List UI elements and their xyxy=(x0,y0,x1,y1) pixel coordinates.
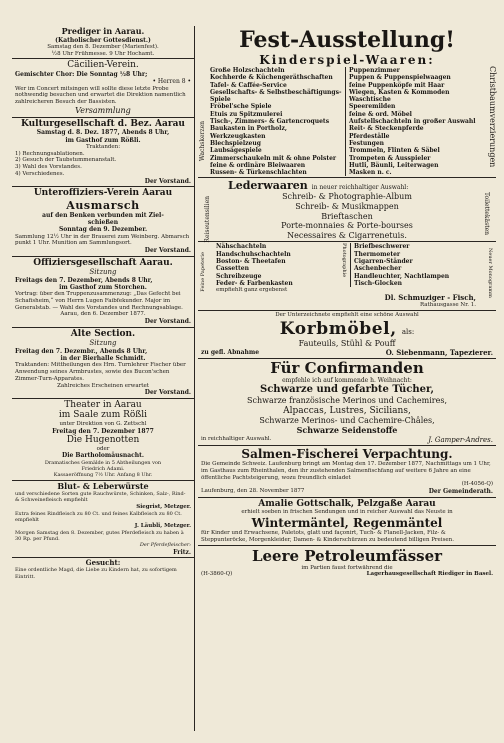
fest-list-item: Kochherde & Küchengeräthschaften xyxy=(210,74,333,82)
fest-list-item: Große Holzschachteln xyxy=(210,67,285,74)
amalie-big: Wintermäntel, Regenmäntel xyxy=(251,515,443,530)
naeh-list-item: Briefbeschwerer xyxy=(354,243,410,251)
korb-tail: zu gefl. Abnahme xyxy=(201,348,260,356)
amalie-line1: erhielt soeben in frischen Sendungen und in reicher Auswahl das Neuste in xyxy=(241,509,453,516)
fest-list-item: Etuis zu Spitzmulerei xyxy=(210,110,283,118)
alte-title: Alte Section. xyxy=(70,328,136,339)
blut-sub: Der Pferdefleischer: xyxy=(139,542,191,549)
offiziere-dateline: Aarau, den 6. Dezember 1877. xyxy=(60,311,146,318)
kultur-date: Samstag d. 8. Dez. 1877, Abends 8 Uhr, xyxy=(36,129,170,137)
petrol-title: Leere Petroleumfässer xyxy=(251,546,443,565)
theater-line4: Kassaeröffnung 7½ Uhr. Anfang 8 Uhr. xyxy=(53,472,153,479)
confirm-line4: Alpaccas, Lustres, Sicilians, xyxy=(283,405,411,416)
alte-sub: Zahlreiches Erscheinen erwartet xyxy=(57,382,149,389)
salmen-dateline: Laufenburg, den 28. November 1877 xyxy=(201,488,305,495)
blut-title: Blut- & Leberwürste xyxy=(57,480,149,491)
ad-korbmoebel xyxy=(198,311,496,359)
fest-lists xyxy=(210,67,484,176)
alte-body: Traktanden: Mittheilungen des Hrn. Turnlehrer Fischer über Anwendung seines Armbrustes, sowie des Bucon'schen Zimmer-Turn-Apparates. xyxy=(15,362,186,382)
kultur-place: im Gasthof zum Rößli. xyxy=(65,136,141,144)
offiziere-title: Offiziersgesellschaft Aarau. xyxy=(33,257,173,268)
fest-list-item: Zimmerschaukeln mit & ohne Polster xyxy=(210,154,337,162)
naeh-list-item: Boston- & Theetafen xyxy=(216,258,286,266)
ad-theater xyxy=(12,399,194,481)
naeh-firm: Dl. Schmuziger - Fisch, xyxy=(384,293,476,302)
fest-list-item: Trompeten & Ausspieler xyxy=(349,154,431,162)
theater-oder: oder xyxy=(96,445,110,452)
caecilien-line2: • Herren 8 • xyxy=(152,78,191,86)
confirm-line5: Schwarze Merinos- und Cachemire-Châles, xyxy=(259,416,435,426)
salmen-title: Salmen-Fischerei Verpachtung. xyxy=(241,447,453,462)
ad-confirmanden xyxy=(198,359,496,446)
fest-left-list xyxy=(210,67,345,176)
fest-list-item: Russen- & Türkenschlachten xyxy=(210,169,307,177)
theater-play2: Die Bartholomäusnacht. xyxy=(61,452,145,460)
fest-list-item: Masken n. c. xyxy=(349,169,392,177)
korb-als: als: xyxy=(401,328,415,336)
prediger-line2: ½8 Uhr Frühmesse. 9 Uhr Hochamt. xyxy=(51,50,155,57)
petrol-line1: im Partien faust fortwährend die xyxy=(301,564,393,571)
caecilien-title: Cäcilien-Verein. xyxy=(67,60,139,71)
offiziere-body: Vortrag: über den Truppenzusammenzug: „Das Gefecht bei Schafisheim,“ von Herrn Lugen Faibfekunder. Major im Generalstab. — Wahl des Vorstandes und Rechnungsablage. xyxy=(15,291,183,311)
caecilien-body: Wer im Concert mitsingen will sollte diese letzte Probe nothwendig besuchen und erwartet die Direktion namentlich zahlreicheren Besuch der Bassisten. xyxy=(15,85,186,106)
naeh-list-item: Nähschachteln xyxy=(216,243,267,251)
left-column xyxy=(12,26,195,731)
naeh-list-item: Aschenbecher xyxy=(354,265,402,273)
fest-list-item: feine & ord. Möbel xyxy=(349,110,412,118)
petrol-code: (H-3860-Q) xyxy=(201,571,233,578)
korb-big: Korbmöbel, xyxy=(279,319,397,339)
leder-heading xyxy=(228,179,466,192)
prediger-title: Prediger in Aarau. xyxy=(61,26,145,36)
fest-list-item: Laubsägespiele xyxy=(210,147,262,155)
kultur-item: 1) Rechnungsablationen. xyxy=(15,150,85,157)
fest-list-item: Puppen & Puppenspielwaagen xyxy=(349,74,451,82)
unteroffiziere-sign: Der Vorstand. xyxy=(144,247,191,255)
naeh-addr: Rathausgasse Nr. 1. xyxy=(420,302,476,309)
theater-line1: unter Direktion von G. Zettschl xyxy=(59,420,147,427)
blut-body2: Extra feines Rindfleisch zu 80 Ct. und feines Kalbfleisch zu 80 Ct. empfiehlt xyxy=(15,510,182,523)
korb-intro: Der Unterzeichnete empfiehlt eine schöne Auswahl xyxy=(275,312,419,319)
amalie-title: Amalie Gottschalk, Pelzgaße Aarau xyxy=(258,498,436,509)
confirm-line6: Schwarze Seidenstoffe xyxy=(296,425,398,436)
naeh-right-list xyxy=(350,243,476,287)
fest-list-item: Wiegen, Kasten & Kommoden xyxy=(349,88,450,96)
fest-right-list xyxy=(345,67,484,176)
theater-date: Freitag den 7. Dezember 1877 xyxy=(52,427,154,435)
naeh-list-item: Cassetten xyxy=(216,265,249,273)
fest-list-item: Tafel- & Caffée-Service xyxy=(210,81,287,89)
ad-caecilien xyxy=(12,59,194,117)
naeh-lists xyxy=(216,243,476,287)
side-label-wachskerzen: Wachskerzen xyxy=(199,121,206,162)
salmen-body: Die Gemeinde Schweiz. Laufenburg bringt am Montag den 17. Dezember 1877, Nachmittags um 1 Uhr, im Gasthaus zum Rheinthalen, den ihr zustehenden Salmenfischfang auf weitere 6 Jahre an eine öffentliche Pachtsteigerung, wozu freundlich einladet xyxy=(201,461,491,481)
leder-list-item: Schreib- & Musikmappen xyxy=(295,202,399,212)
theater-line3: Friedrich Adami. xyxy=(81,465,125,472)
naeh-left-list xyxy=(216,243,338,287)
fest-list-item: Gesellschafts- & Selbstbeschäftigungs- xyxy=(210,88,342,96)
fest-sub: Kinderspiel-Waaren: xyxy=(259,53,435,67)
naeh-list-item: Handleuchter, Nachtlampen xyxy=(354,272,450,280)
side-label-toilette: Toilettekästen xyxy=(483,192,490,236)
fest-list-item: Tisch-, Zimmers- & Gartencroquets xyxy=(210,118,330,126)
side-label-photographie: Photographie xyxy=(341,243,347,278)
fest-list-item: Speeremilden xyxy=(349,103,396,111)
ad-amalie-gottschalk xyxy=(198,498,496,546)
fest-list-item: Hutli, Bäunli, Leiterwagen xyxy=(349,161,439,169)
blut-body3: Morgen Samstag den 8. Dezember, gutes Pferdefleisch zu haben à 30 Rp. per Pfund. xyxy=(15,529,184,543)
fest-list-item: Festungen xyxy=(349,139,384,147)
fest-list-item: Puppenzimmer xyxy=(349,67,400,74)
fest-list-item: feine Puppenköpfe mit Haar xyxy=(349,81,445,89)
confirm-sign: J. Gamper-Andres. xyxy=(428,435,493,444)
fest-list-item: Aufstellschachteln in großer Auswahl xyxy=(349,118,476,126)
alte-place: in der Bierhalle Schmidt. xyxy=(60,354,146,362)
offiziere-sign: Der Vorstand. xyxy=(144,318,191,326)
alte-date: Freitag den 7. Dezembr., Abends 8 Uhr, xyxy=(15,347,148,355)
confirm-title: Für Confirmanden xyxy=(270,359,424,377)
kultur-title: Kulturgesellschaft d. Bez. Aarau xyxy=(21,118,185,129)
unteroffiziere-date: Sonntag den 9. Dezember. xyxy=(58,226,148,234)
ad-fest-ausstellung xyxy=(198,26,496,178)
ad-prediger xyxy=(12,26,194,59)
unteroffiziere-line1: auf den Benken verbunden mit Ziel- xyxy=(42,211,164,219)
unteroffiziere-title: Unteroffiziers-Verein Aarau xyxy=(33,188,173,199)
fest-list-item: Pferdeställe xyxy=(349,132,390,140)
leder-list xyxy=(228,192,466,240)
fest-list-item: Blechspielzeug xyxy=(210,139,261,147)
alte-sign: Der Vorstand. xyxy=(144,389,191,397)
blut-name2: J. Läubli, Metzger. xyxy=(134,523,191,530)
leder-title: Lederwaaren xyxy=(228,179,308,193)
ad-offiziersgesellschaft xyxy=(12,257,194,328)
leder-list-item: Necessaires & Cigarrenetuis. xyxy=(287,230,407,240)
blut-name3: Fritz. xyxy=(173,548,191,556)
petrol-sign: Lagerhausgesellschaft Riediger in Basel. xyxy=(366,571,493,578)
ad-metzger xyxy=(12,481,194,559)
prediger-sub: (Katholischer Gottesdienst.) xyxy=(55,36,151,44)
newspaper-page xyxy=(12,26,496,731)
confirm-line2: Schwarze und gefarbte Tücher, xyxy=(259,384,435,396)
korb-sub: Fauteuils, Stühl & Pouff xyxy=(298,339,396,348)
ad-kulturgesellschaft xyxy=(12,118,194,187)
alte-sitzung: Sitzung xyxy=(89,339,117,348)
naeh-list-item: Feder- & Farbenkasten xyxy=(216,279,293,287)
side-label-monogramm: Neuer Monogramm xyxy=(487,248,493,299)
fest-list-item: feine & ordinäre Bleiwaaren xyxy=(210,161,306,169)
naeh-list-item: Thermometer xyxy=(354,250,401,258)
confirm-line7: in reichhaltiger Auswahl. xyxy=(201,435,272,442)
ad-petroleumfaesser xyxy=(198,546,496,580)
offiziere-place: im Gasthof zum Storchen. xyxy=(59,283,147,291)
ad-gesucht xyxy=(12,558,194,581)
fest-list-item: Reit- & Steckenpferde xyxy=(349,125,424,133)
blut-name: Siegrist, Metzger. xyxy=(136,503,191,510)
salmen-code: (H-4056-Q) xyxy=(461,481,493,488)
blut-body: und verschiedene Sorten gute Rauchwürste, Schinken, Salz-, Rind- & Schweinefleisch empfiehlt xyxy=(15,491,186,504)
kultur-sign: Der Vorstand. xyxy=(144,177,191,185)
offiziere-date: Freitags den 7. Dezember, Abends 8 Uhr, xyxy=(15,276,153,284)
naeh-list-item: Tisch-Glocken xyxy=(354,279,403,287)
unteroffiziere-big: Ausmarsch xyxy=(66,198,140,212)
confirm-line1: empfehle ich auf kommende h. Weihnacht: xyxy=(282,377,412,384)
fest-list-item: Baukasten in Portholz, xyxy=(210,125,287,133)
theater-line2: Dramatisches Gemälde in 5 Abtheilungen von xyxy=(44,459,162,466)
ad-unteroffiziere xyxy=(12,187,194,256)
leder-list-item: Porte-monnaies & Porte-bourses xyxy=(281,221,413,231)
ad-salmen-fischerei xyxy=(198,446,496,497)
unteroffiziere-body: Sammlung 12½ Uhr in der Brauerei zum Weinberg. Abmarsch punkt 1 Uhr. Munition am Sammlungsort. xyxy=(15,233,190,247)
side-label-reise: Reiseutensilien xyxy=(204,196,211,244)
caecilien-line1: Gemischter Chor: Die Sonntag ½8 Uhr; xyxy=(15,71,148,79)
ad-lederwaaren xyxy=(198,178,496,242)
gesucht-body: Eine ordentliche Magd, die Liebe zu Kindern hat, zu sofortigem Eintritt. xyxy=(15,567,177,580)
fest-title: Fest-Ausstellung! xyxy=(239,27,455,53)
naeh-list-item: Schreibzeuge xyxy=(216,272,262,280)
leder-tail: in neuer reichhaltiger Auswahl: xyxy=(311,184,409,192)
leder-list-item: Brieftaschen xyxy=(321,211,373,221)
caecilien-sign: Versammlung xyxy=(75,106,131,116)
theater-title: Theater in Aarau xyxy=(64,399,142,410)
theater-play: Die Hugenotten xyxy=(66,434,140,445)
kultur-item: 3) Wahl des Vorstandes. xyxy=(15,164,82,171)
fest-list-item: Waschtische xyxy=(349,96,391,104)
side-label-christbaum: Christbaumverzierungen xyxy=(488,66,497,168)
prediger-line1: Samstag den 8. Dezember (Marienfest). xyxy=(47,43,159,50)
right-column xyxy=(198,26,496,731)
salmen-sign: Der Gemeinderath. xyxy=(428,488,493,496)
offiziere-sitzung: Sitzung xyxy=(89,268,117,277)
side-label-papeterie: Feine Papeterie xyxy=(200,252,206,293)
amalie-body: für Kinder und Erwachsene, Paletots, glatt und façonirt, Tuch- & Flanell-Jacken, Filz- & Steppunteröcke, Morgenkleider, Damen- & Kinderschürzen zu bedeutend billigen Preisen. xyxy=(201,529,454,543)
fest-list-item: Spiele xyxy=(210,96,231,104)
fest-list-item: Werkzeugkasten xyxy=(210,132,266,140)
theater-sub: im Saale zum Rößli xyxy=(58,410,148,421)
ad-alte-section xyxy=(12,328,194,399)
unteroffiziere-line2: schießen xyxy=(87,219,119,227)
naeh-list-item: Handschuhschachteln xyxy=(216,250,291,258)
korb-sign: O. Siebenmann, Tapezierer. xyxy=(385,347,493,357)
fest-list-item: Trommeln, Flinten & Säbel xyxy=(349,147,440,155)
naeh-tail: empfiehlt ganz ergebenst xyxy=(216,287,288,294)
leder-list-item: Schreib- & Photographie-Album xyxy=(282,192,412,202)
ad-naehschachteln xyxy=(198,242,496,311)
fest-list-item: Fröbel'sche Spiele xyxy=(210,103,272,111)
naeh-list-item: Cigarren-Ständer xyxy=(354,258,413,266)
confirm-line3: Schwarze französische Merinos und Cachemires, xyxy=(247,396,447,406)
gesucht-title: Gesucht: xyxy=(85,558,121,568)
kultur-item: 4) Verschiedenes. xyxy=(15,171,65,178)
kultur-item: 2) Gesuch der Taubstummenanstalt. xyxy=(15,157,117,164)
kultur-label: Traktanden: xyxy=(85,143,121,150)
